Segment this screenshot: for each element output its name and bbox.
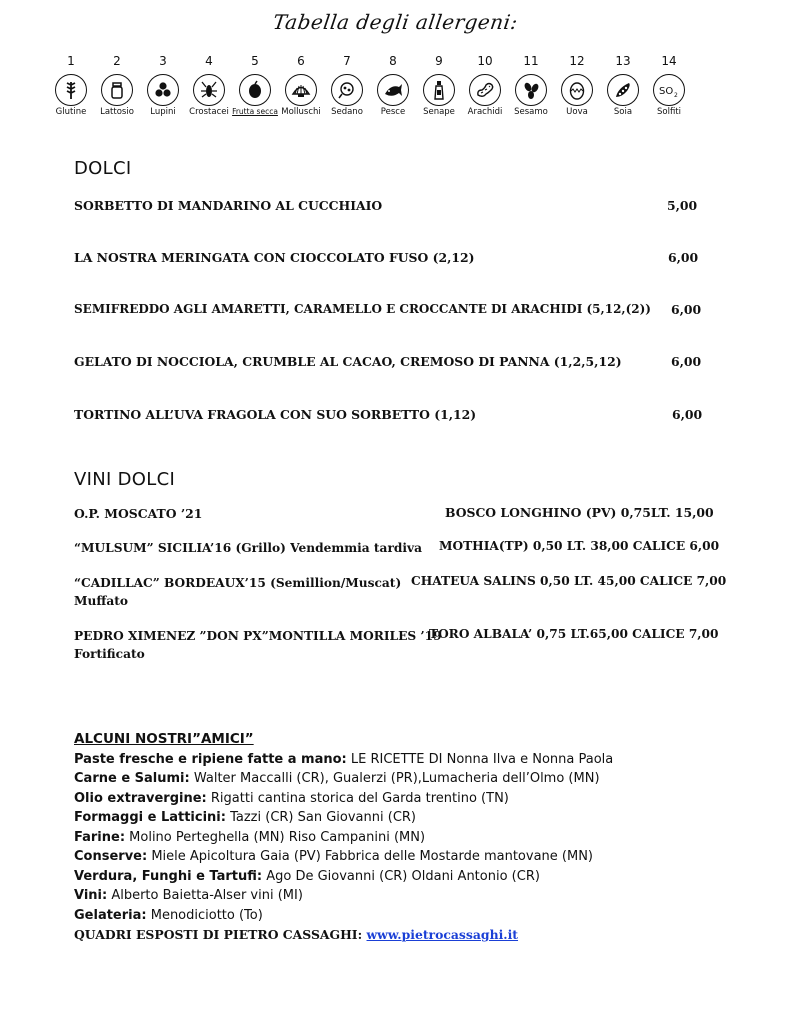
suppliers-section: [74, 730, 613, 945]
supplier-text: Menodiciotto (To): [146, 907, 263, 923]
allergen-number: 7: [343, 54, 351, 68]
wine-name: O.P. MOSCATO ’21: [74, 506, 203, 521]
supplier-text: Molino Perteghella (MN) Riso Campanini (MN): [125, 829, 426, 845]
allergen-number: 1: [67, 54, 75, 68]
supplier-label: Vini:: [74, 888, 108, 903]
crustacean-icon: [193, 74, 225, 106]
allergen-number: 11: [523, 54, 539, 68]
so2-icon: [653, 74, 685, 106]
allergen-name: Sedano: [331, 107, 363, 117]
dessert-item-price: 6,00: [671, 302, 702, 317]
dessert-item-name: SEMIFREDDO AGLI AMARETTI, CARAMELLO E CROCCANTE DI ARACHIDI (5,12,(2)): [74, 302, 651, 316]
allergen-name: Senape: [423, 107, 455, 117]
dessert-item-price: 6,00: [671, 354, 702, 369]
allergen-11: [506, 54, 556, 117]
paintings-line: [74, 925, 613, 945]
sesame-icon: [515, 74, 547, 106]
supplier-text: Tazzi (CR) San Giovanni (CR): [225, 810, 416, 825]
wine-name: PEDRO XIMENEZ ”DON PX”MONTILLA MORILES ’19: [74, 629, 442, 643]
allergen-name: Frutta secca: [232, 107, 278, 116]
supplier-label: Farine:: [74, 829, 126, 845]
supplier-line: [74, 867, 613, 887]
allergen-name: Glutine: [55, 107, 87, 117]
allergen-6: [276, 54, 326, 117]
supplier-line: [74, 750, 613, 770]
supplier-text: Walter Maccalli (CR), Gualerzi (PR),Lumacheria dell’Olmo (MN): [189, 771, 600, 786]
wheat-icon: [55, 74, 87, 106]
allergen-table-title: Tabella degli allergeni:: [271, 10, 520, 34]
wine-type: Muffato: [74, 594, 129, 608]
allergen-2: [92, 54, 142, 117]
allergen-number: 3: [159, 54, 167, 68]
nut-icon: [239, 74, 271, 106]
wine-item: [74, 539, 422, 557]
allergen-name: Lupini: [150, 107, 176, 117]
supplier-line: [74, 886, 613, 906]
shell-icon: [285, 74, 317, 106]
soy-icon: [607, 74, 639, 106]
dessert-item-name: SORBETTO DI MANDARINO AL CUCCHIAIO: [74, 198, 383, 213]
supplier-label: Gelateria:: [74, 907, 147, 923]
allergen-name: Soia: [613, 107, 633, 117]
allergen-table: [46, 54, 706, 134]
allergen-name: Arachidi: [467, 107, 503, 117]
supplier-line: [74, 828, 613, 848]
supplier-line: [74, 769, 613, 789]
paintings-label: QUADRI ESPOSTI DI PIETRO CASSAGHI:: [74, 927, 363, 942]
allergen-4: [184, 54, 234, 117]
supplier-line: [74, 906, 613, 926]
allergen-9: [414, 54, 464, 117]
allergen-number: 9: [435, 54, 443, 68]
section-title-vini-dolci: VINI DOLCI: [74, 469, 176, 490]
supplier-label: Conserve:: [74, 849, 148, 864]
allergen-name: Crostacei: [189, 107, 229, 117]
allergen-14: [644, 54, 694, 117]
allergen-5: [230, 54, 280, 116]
supplier-line: [74, 808, 613, 828]
svg-text:2: 2: [674, 92, 678, 99]
dessert-item-price: 5,00: [667, 198, 698, 213]
allergen-name: Molluschi: [281, 107, 321, 117]
allergen-number: 2: [113, 54, 121, 68]
wine-producer-price: TORO ALBALA’ 0,75 LT.65,00 CALICE 7,00: [429, 627, 719, 641]
allergen-number: 12: [569, 54, 585, 68]
allergen-name: Uova: [566, 107, 588, 117]
dessert-item-price: 6,00: [672, 407, 703, 422]
supplier-label: Paste fresche e ripiene fatte a mano:: [74, 751, 347, 767]
allergen-name: Solfiti: [656, 107, 681, 117]
supplier-line: [74, 789, 613, 809]
supplier-label: Olio extravergine:: [74, 790, 207, 806]
dessert-item-name: TORTINO ALL’UVA FRAGOLA CON SUO SORBETTO (1,12): [74, 407, 477, 422]
dessert-item-name: GELATO DI NOCCIOLA, CRUMBLE AL CACAO, CREMOSO DI PANNA (1,2,5,12): [74, 354, 622, 369]
website-link[interactable]: www.pietrocassaghi.it: [366, 927, 519, 942]
egg-icon: [561, 74, 593, 106]
wine-type: Fortificato: [74, 647, 145, 661]
wine-item: [74, 627, 442, 663]
svg-text:SO: SO: [659, 86, 674, 97]
celery-icon: [331, 74, 363, 106]
allergen-number: 10: [477, 54, 493, 68]
supplier-text: LE RICETTE DI Nonna Ilva e Nonna Paola: [346, 751, 614, 767]
allergen-7: [322, 54, 372, 117]
wine-producer-price: MOTHIA(TP) 0,50 LT. 38,00 CALICE 6,00: [439, 539, 720, 553]
allergen-number: 13: [615, 54, 631, 68]
supplier-text: Ago De Giovanni (CR) Oldani Antonio (CR): [262, 868, 540, 884]
allergen-10: [460, 54, 510, 117]
allergen-name: Pesce: [380, 107, 406, 117]
wine-producer-price: CHATEUA SALINS 0,50 LT. 45,00 CALICE 7,00: [411, 574, 727, 588]
supplier-text: Alberto Baietta-Alser vini (MI): [107, 888, 303, 903]
allergen-name: Lattosio: [100, 107, 134, 117]
dessert-item-price: 6,00: [668, 250, 699, 265]
mustard-icon: [423, 74, 455, 106]
supplier-text: Miele Apicoltura Gaia (PV) Fabbrica delle Mostarde mantovane (MN): [147, 849, 593, 864]
peanut-icon: [469, 74, 501, 106]
supplier-text: Rigatti cantina storica del Garda trentino (TN): [206, 790, 509, 806]
allergen-12: [552, 54, 602, 117]
allergen-8: [368, 54, 418, 117]
milk-bottle-icon: [101, 74, 133, 106]
allergen-number: 8: [389, 54, 397, 68]
allergen-3: [138, 54, 188, 117]
allergen-13: [598, 54, 648, 117]
wine-item: [74, 574, 401, 610]
allergen-number: 14: [661, 54, 677, 68]
allergen-number: 6: [297, 54, 305, 68]
section-title-dolci: DOLCI: [74, 158, 132, 179]
suppliers-heading: ALCUNI NOSTRI”AMICI”: [74, 731, 254, 747]
dessert-item-name: LA NOSTRA MERINGATA CON CIOCCOLATO FUSO (2,12): [74, 250, 475, 265]
allergen-1: [46, 54, 96, 117]
wine-producer-price: BOSCO LONGHINO (PV) 0,75LT. 15,00: [445, 505, 714, 520]
lupin-icon: [147, 74, 179, 106]
fish-icon: [377, 74, 409, 106]
wine-name: “CADILLAC” BORDEAUX’15 (Semillion/Muscat): [74, 576, 402, 590]
allergen-number: 4: [205, 54, 213, 68]
wine-item: [74, 505, 202, 523]
allergen-name: Sesamo: [514, 107, 548, 117]
allergen-number: 5: [251, 54, 259, 68]
wine-name: “MULSUM” SICILIA’16 (Grillo) Vendemmia tardiva: [74, 541, 422, 555]
supplier-label: Verdura, Funghi e Tartufi:: [74, 868, 263, 884]
supplier-label: Carne e Salumi:: [74, 771, 190, 786]
supplier-line: [74, 847, 613, 867]
supplier-label: Formaggi e Latticini:: [74, 810, 226, 825]
